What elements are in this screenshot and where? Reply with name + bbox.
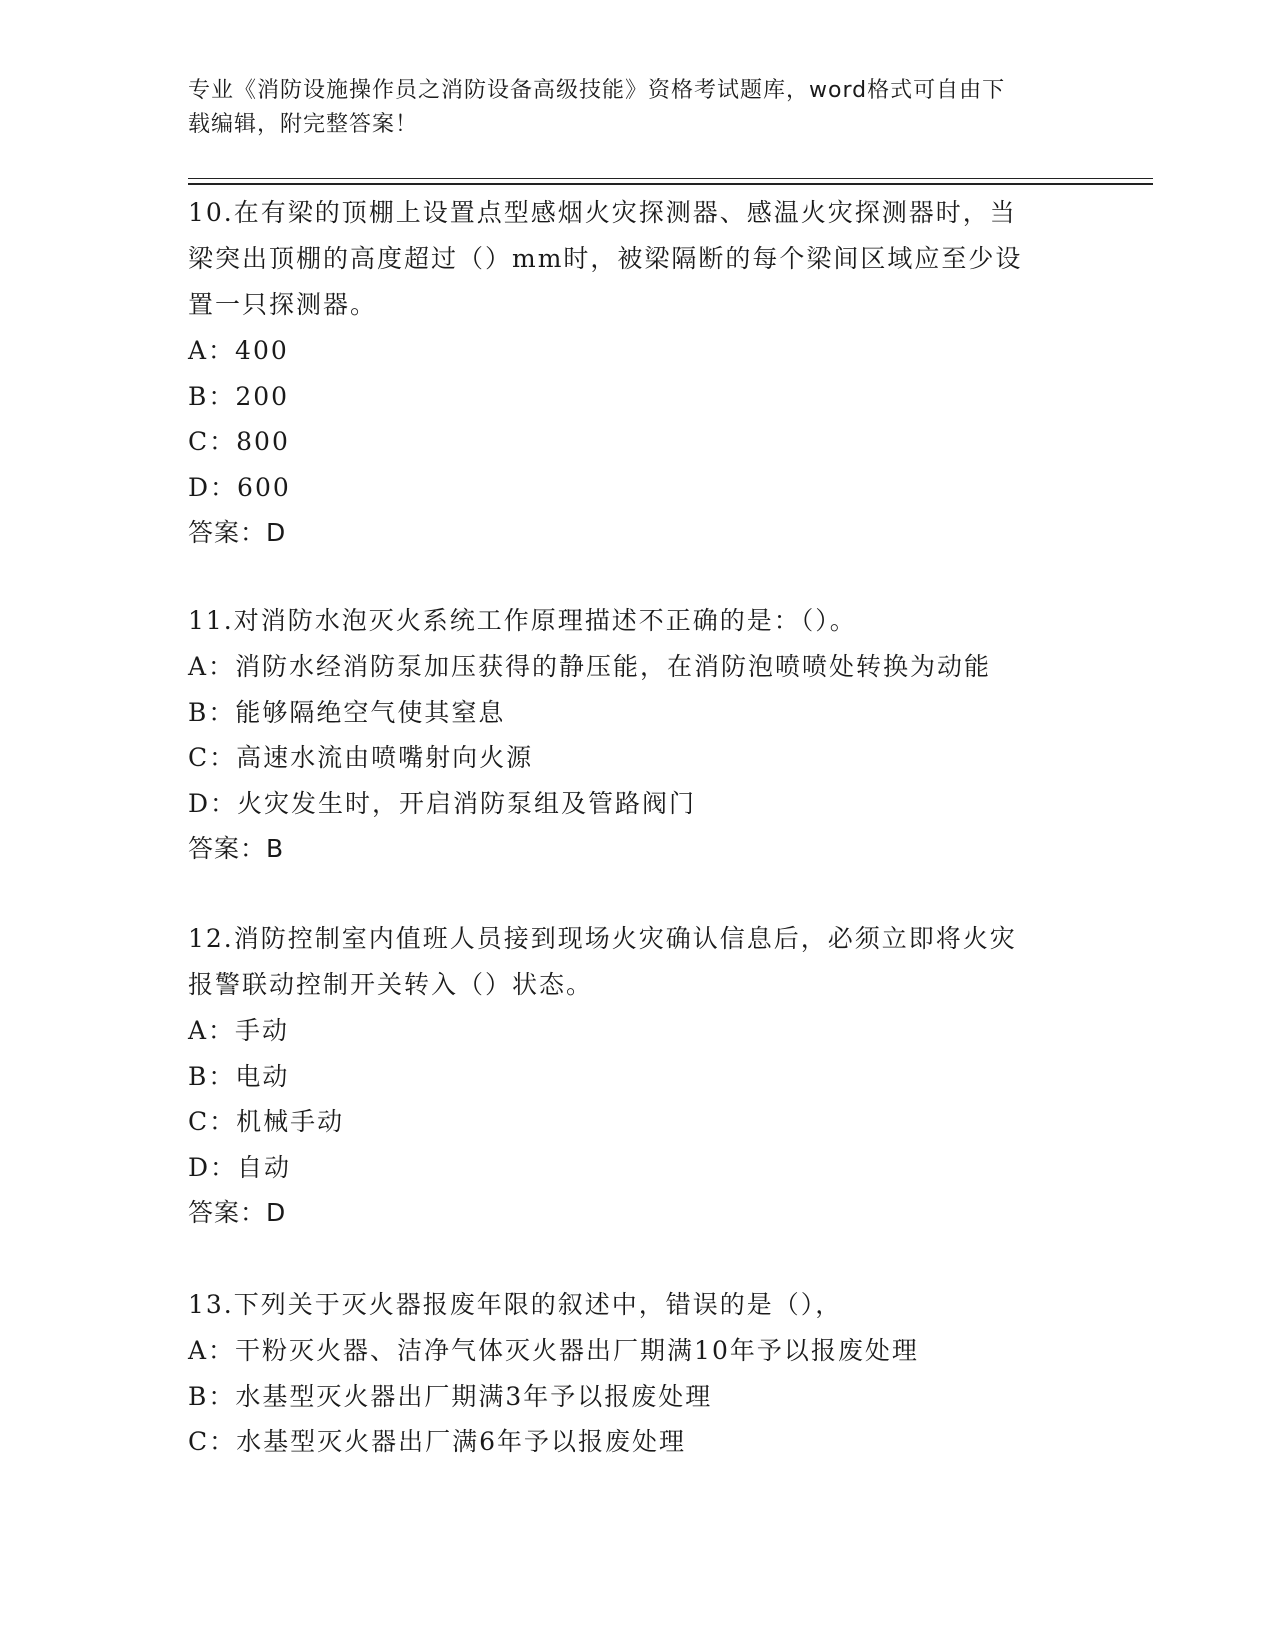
option-b: B：能够隔绝空气使其窒息	[188, 697, 506, 727]
option-c: C：水基型灭火器出厂满6年予以报废处理	[188, 1427, 687, 1456]
document-header	[188, 74, 1088, 142]
option-d: D：自动	[188, 1152, 292, 1182]
option-a: A：手动	[188, 1016, 290, 1045]
header-line-1: 专业《消防设施操作员之消防设备高级技能》资格考试题库，word格式可自由下	[188, 78, 1006, 103]
answer-line: 答案：D	[188, 518, 287, 547]
option-a: A：干粉灭火器、洁净气体灭火器出厂期满10年予以报废处理	[188, 1336, 919, 1365]
header-divider-thick	[188, 183, 1153, 185]
question-stem-line: 置一只探测器。	[188, 290, 378, 319]
question-stem-line: 11.对消防水泡灭火系统工作原理描述不正确的是：（）。	[188, 606, 857, 635]
option-c: C：高速水流由喷嘴射向火源	[188, 743, 534, 772]
option-b: B：电动	[188, 1061, 290, 1091]
question-13	[188, 1282, 1088, 1465]
answer-line: 答案：B	[188, 834, 285, 863]
question-stem-line: 12.消防控制室内值班人员接到现场火灾确认信息后，必须立即将火灾	[188, 924, 1017, 953]
option-c: C：800	[188, 427, 290, 456]
question-12	[188, 916, 1088, 1236]
option-a: A：400	[188, 336, 289, 365]
question-stem-line: 13.下列关于灭火器报废年限的叙述中，错误的是（），	[188, 1290, 843, 1319]
option-d: D：600	[188, 472, 291, 502]
header-line-2: 载编辑，附完整答案！	[188, 112, 419, 137]
option-b: B：200	[188, 381, 290, 411]
question-10	[188, 190, 1088, 556]
question-stem-line: 10.在有梁的顶棚上设置点型感烟火灾探测器、感温火灾探测器时，当	[188, 198, 1017, 227]
header-divider-thin	[188, 178, 1153, 179]
option-c: C：机械手动	[188, 1107, 345, 1136]
question-stem-line: 梁突出顶棚的高度超过（）mm时，被梁隔断的每个梁间区域应至少设	[188, 244, 1023, 273]
question-11	[188, 598, 1088, 872]
option-a: A：消防水经消防泵加压获得的静压能，在消防泡喷喷处转换为动能	[188, 652, 992, 681]
option-b: B：水基型灭火器出厂期满3年予以报废处理	[188, 1381, 713, 1411]
answer-line: 答案：D	[188, 1198, 287, 1227]
question-stem-line: 报警联动控制开关转入（）状态。	[188, 970, 594, 999]
option-d: D：火灾发生时，开启消防泵组及管路阀门	[188, 788, 697, 818]
